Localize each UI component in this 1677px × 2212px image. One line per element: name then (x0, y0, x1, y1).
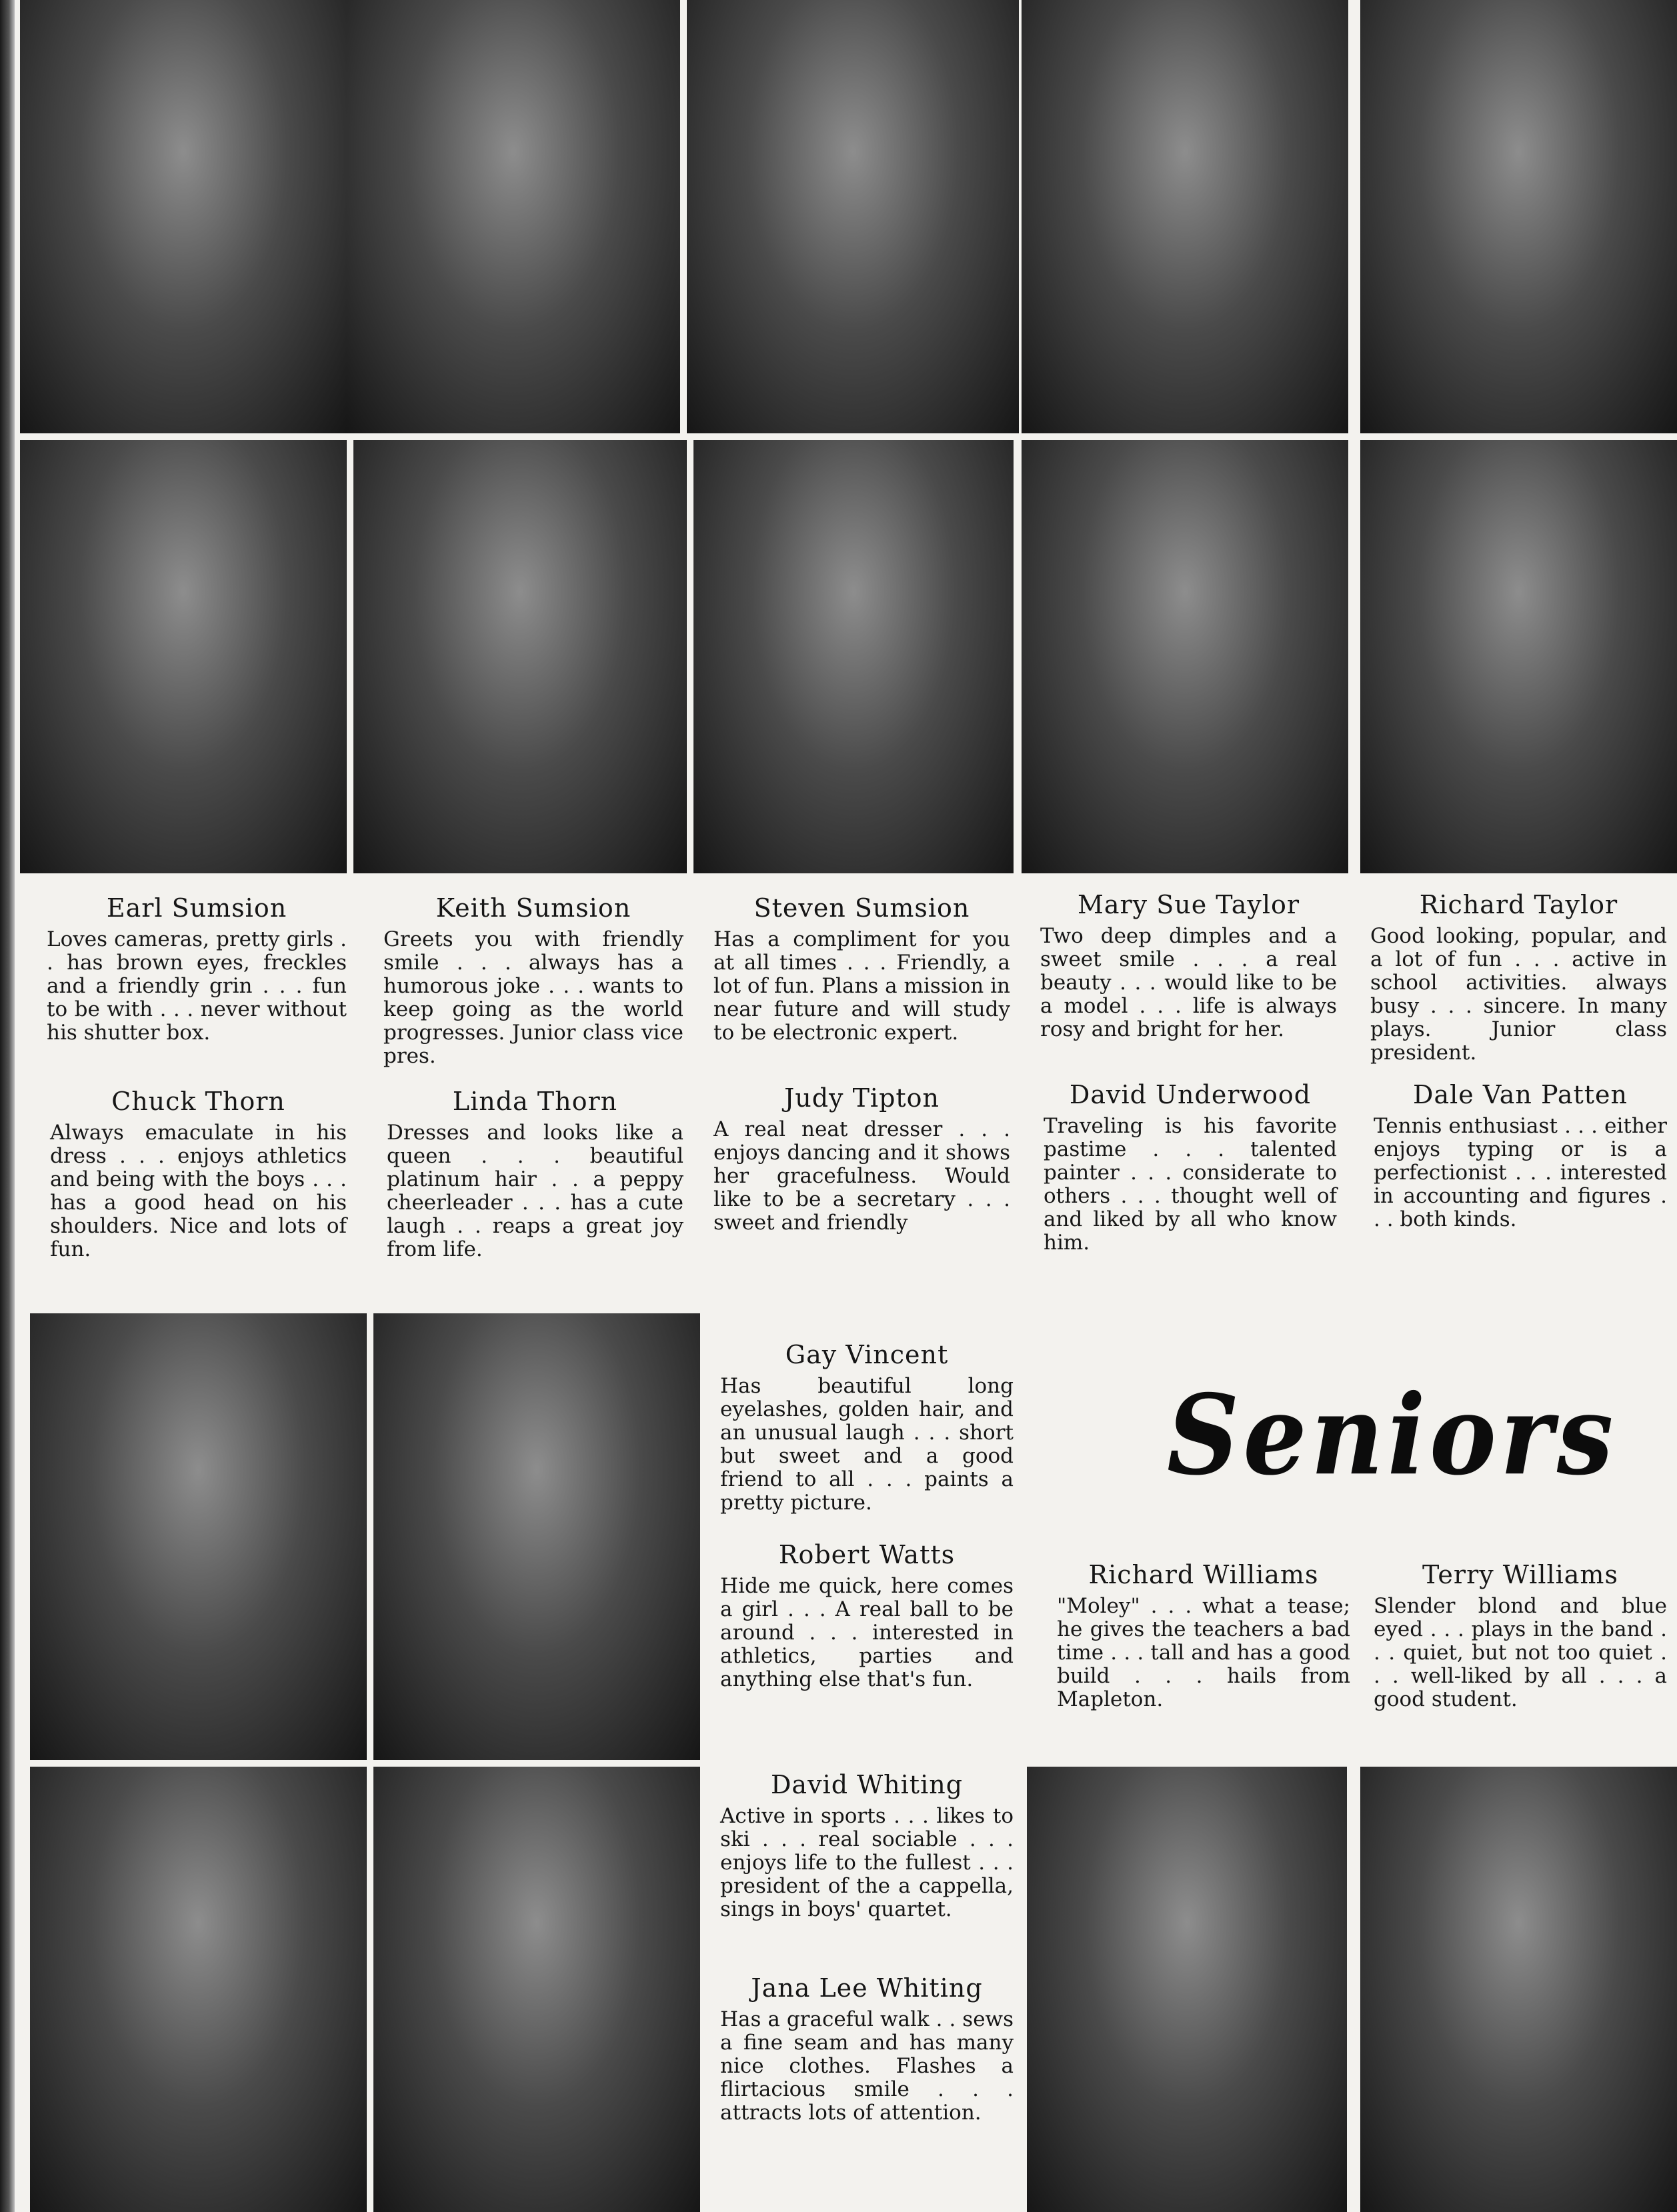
student-description: Greets you with friendly smile . . . always has a humorous joke . . . wants to keep going as the world progresses. Junior class vice pres. (383, 927, 683, 1068)
student-name: Earl Sumsion (106, 893, 287, 923)
portrait-richard-taylor (1360, 0, 1677, 433)
student-description: Slender blond and blue eyed . . . plays in the band . . . quiet, but not too quiet . . . well-liked by all . . . a good student. (1374, 1594, 1667, 1711)
student-name: Keith Sumsion (435, 893, 631, 923)
student-name: David Underwood (1069, 1080, 1312, 1109)
student-name: Richard Taylor (1419, 890, 1618, 919)
page-binding-edge (0, 0, 15, 2212)
student-description: A real neat dresser . . . enjoys dancing and it shows her gracefulness. Would like to be a secretary . . . sweet and friendly (713, 1117, 1010, 1235)
portrait-earl-sumsion (20, 0, 347, 433)
student-name: Linda Thorn (452, 1087, 618, 1116)
student-name: Judy Tipton (783, 1083, 940, 1113)
student-name: David Whiting (770, 1770, 964, 1799)
student-name: Dale Van Patten (1412, 1080, 1628, 1109)
student-description: Traveling is his favorite pastime . . . talented painter . . . considerate to others . . . thought well of and liked by all who know him. (1044, 1114, 1337, 1255)
bio-dale-van-patten (1374, 1080, 1667, 1231)
bio-gay-vincent (720, 1340, 1014, 1515)
student-description: Has a graceful walk . . sews a fine seam and has many nice clothes. Flashes a flirtacious smile . . . attracts lots of attention. (720, 2007, 1014, 2125)
bio-keith-sumsion (383, 893, 683, 1068)
bio-richard-taylor (1370, 890, 1667, 1065)
student-name: Robert Watts (778, 1540, 956, 1569)
portrait-richard-williams (1027, 1767, 1347, 2212)
portrait-david-underwood (1022, 440, 1348, 873)
portrait-keith-sumsion (347, 0, 680, 433)
bio-earl-sumsion (47, 893, 347, 1045)
portrait-jana-lee-whiting (373, 1767, 700, 2212)
portrait-gay-vincent (30, 1313, 367, 1760)
portrait-robert-watts (373, 1313, 700, 1760)
bio-linda-thorn (387, 1087, 683, 1261)
bio-judy-tipton (713, 1083, 1010, 1235)
student-description: "Moley" . . . what a tease; he gives the teachers a bad time . . . tall and has a good build . . . hails from Mapleton. (1057, 1594, 1350, 1711)
student-description: Has a compliment for you at all times . . . Friendly, a lot of fun. Plans a mission in near future and will study to be electronic expert. (713, 927, 1010, 1045)
portrait-dale-van-patten (1360, 440, 1677, 873)
portrait-chuck-thorn (20, 440, 347, 873)
student-description: Hide me quick, here comes a girl . . . A real ball to be around . . . interested in athletics, parties and anything else that's fun. (720, 1574, 1014, 1691)
bio-richard-williams (1057, 1560, 1350, 1711)
portrait-terry-williams (1360, 1767, 1677, 2212)
bio-david-underwood (1044, 1080, 1337, 1255)
student-name: Jana Lee Whiting (751, 1973, 983, 2003)
student-description: Good looking, popular, and a lot of fun . . . active in school activities. always busy . . . sincere. In many plays. Junior class president. (1370, 924, 1667, 1065)
portrait-steven-sumsion (687, 0, 1019, 433)
section-title: Seniors (1167, 1371, 1618, 1500)
student-name: Chuck Thorn (111, 1087, 285, 1116)
student-description: Always emaculate in his dress . . . enjoys athletics and being with the boys . . . has a good head on his shoulders. Nice and lots of fun. (50, 1121, 347, 1261)
student-name: Mary Sue Taylor (1077, 890, 1300, 919)
bio-steven-sumsion (713, 893, 1010, 1045)
bio-robert-watts (720, 1540, 1014, 1691)
bio-mary-sue-taylor (1040, 890, 1337, 1041)
portrait-david-whiting (30, 1767, 367, 2212)
portrait-judy-tipton (693, 440, 1014, 873)
student-name: Steven Sumsion (753, 893, 970, 923)
bio-chuck-thorn (50, 1087, 347, 1261)
student-description: Active in sports . . . likes to ski . . . real sociable . . . enjoys life to the fullest . . . president of the a cappella, sings in boys' quartet. (720, 1804, 1014, 1921)
bio-david-whiting (720, 1770, 1014, 1921)
student-name: Richard Williams (1088, 1560, 1319, 1589)
portrait-mary-sue-taylor (1022, 0, 1348, 433)
student-description: Tennis enthusiast . . . either enjoys typing or is a perfectionist . . . interested in accounting and figures . . . both kinds. (1374, 1114, 1667, 1231)
bio-terry-williams (1374, 1560, 1667, 1711)
student-description: Two deep dimples and a sweet smile . . . a real beauty . . . would like to be a model . . . life is always rosy and bright for her. (1040, 924, 1337, 1041)
student-name: Gay Vincent (785, 1340, 949, 1369)
portrait-linda-thorn (353, 440, 687, 873)
bio-jana-lee-whiting (720, 1973, 1014, 2125)
student-description: Has beautiful long eyelashes, golden hair, and an unusual laugh . . . short but sweet and a good friend to all . . . paints a pretty picture. (720, 1374, 1014, 1515)
student-name: Terry Williams (1422, 1560, 1618, 1589)
student-description: Dresses and looks like a queen . . . beautiful platinum hair . . a peppy cheerleader . . . has a cute laugh . . reaps a great joy from life. (387, 1121, 683, 1261)
student-description: Loves cameras, pretty girls . . has brown eyes, freckles and a friendly grin . . . fun to be with . . . never without his shutter box. (47, 927, 347, 1045)
